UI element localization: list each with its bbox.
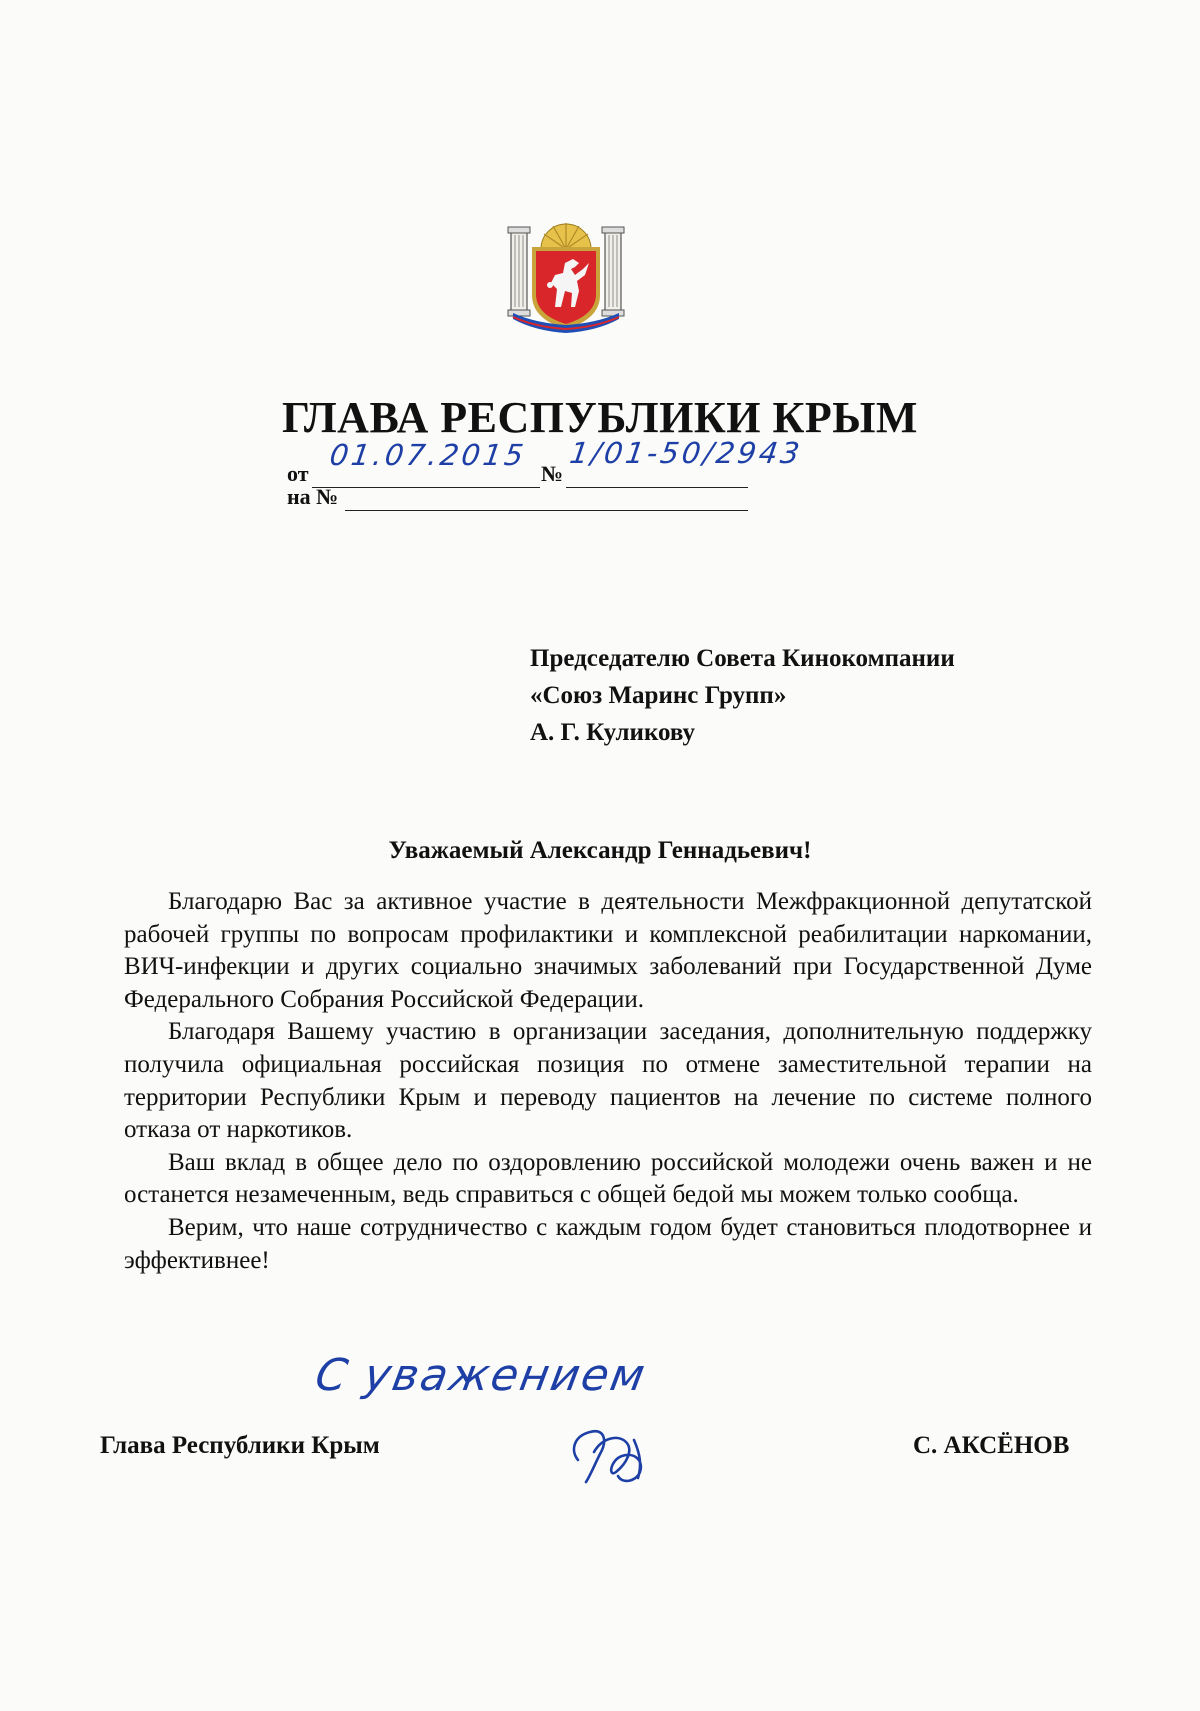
reply-to-label: на № [287,484,339,509]
paragraph-3: Ваш вклад в общее дело по оздоровлению российской молодежи очень важен и не останется незамеченным, ведь справиться с общей бедой мы можем только сообща. [124,1148,1092,1209]
crimea-coat-of-arms-icon [505,217,627,335]
addressee-line-position: Председателю Совета Кинокомпании [530,645,955,672]
registration-number: 1/01-50/2943 [567,436,805,470]
paragraph-2: Благодаря Вашему участию в организации заседания, дополнительную поддержку получила официальная российская позиция по отмене заместительной терапии на территории Республики Крым и переводу пациентов на лечение по системе полного отказа от наркотиков. [124,1018,1092,1144]
reply-number-underline [345,486,748,511]
addressee-block [530,640,955,751]
addressee-line-name: А. Г. Куликову [530,719,696,746]
addressee-line-company: «Союз Маринс Групп» [530,682,787,709]
from-label: от [287,461,309,486]
handwritten-signature [560,1420,680,1490]
registration-date: 01.07.2015 [327,438,529,472]
paragraph-4: Верим, что наше сотрудничество с каждым годом будет становиться плодотворнее и эффективнее! [124,1213,1092,1274]
number-label: № [541,461,564,486]
signatory-name: С. АКСЁНОВ [913,1432,1070,1459]
signatory-position: Глава Республики Крым [100,1432,380,1459]
document-title: ГЛАВА РЕСПУБЛИКИ КРЫМ [282,393,918,442]
greeting: Уважаемый Александр Геннадьевич! [388,837,812,864]
paragraph-1: Благодарю Вас за активное участие в деятельности Межфракционной депутатской рабочей группы по вопросам профилактики и комплексной реабилитации наркомании, ВИЧ-инфекции и других социально значимых заболеваний при Государственной Думе Федерального Собрания Российской Федерации. [124,888,1092,1013]
handwritten-closing: С уважением [311,1350,651,1401]
letter-body [124,886,1092,1277]
